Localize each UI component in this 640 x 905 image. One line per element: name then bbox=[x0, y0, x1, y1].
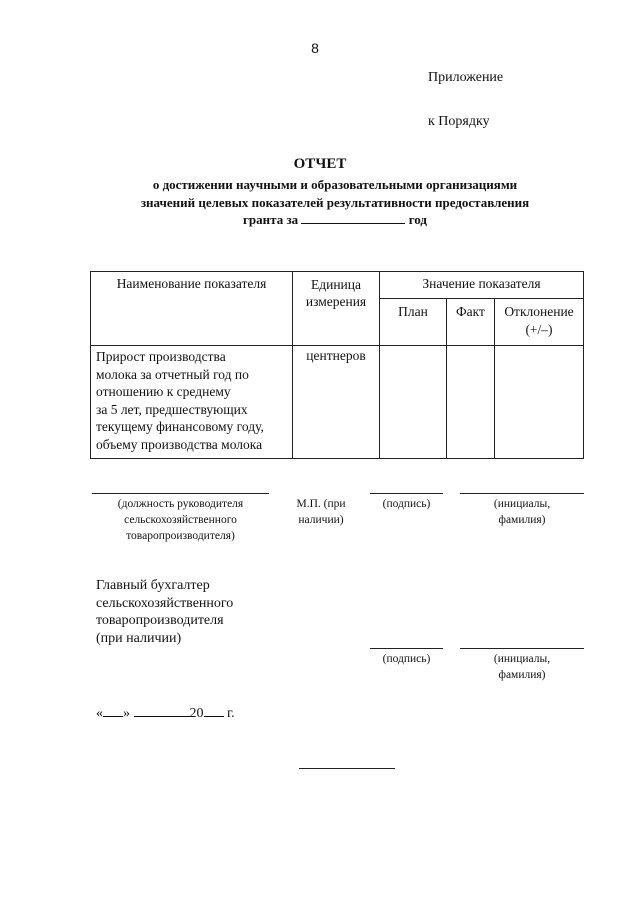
stamp-caption-line-1: М.П. (при bbox=[296, 498, 346, 510]
annex-reference: к Порядку bbox=[428, 114, 490, 129]
row-unit: центнеров bbox=[293, 346, 380, 459]
year-blank-field[interactable] bbox=[301, 211, 405, 224]
chief-line-2: сельскохозяйственного bbox=[96, 595, 234, 611]
date-close-quote: » bbox=[123, 706, 130, 721]
subtitle-line-3 bbox=[90, 211, 580, 229]
header-indicator-value: Значение показателя bbox=[380, 272, 584, 299]
chief-accountant-label bbox=[96, 577, 233, 647]
row-name-line: объему производства молока bbox=[96, 436, 263, 452]
head-initials-caption bbox=[460, 496, 584, 528]
day-blank-field[interactable] bbox=[103, 704, 123, 717]
head-initials-line-1: (инициалы, bbox=[493, 498, 551, 510]
chief-line-4: (при наличии) bbox=[96, 630, 182, 646]
head-caption-line-3: товаропроизводителя) bbox=[126, 530, 235, 542]
header-plan: План bbox=[380, 299, 447, 346]
end-divider bbox=[299, 768, 395, 769]
head-position-line[interactable] bbox=[92, 493, 269, 494]
row-name-line: текущему финансовому году, bbox=[96, 419, 264, 435]
subtitle-line-1: о достижении научными и образовательными организациями bbox=[152, 177, 518, 192]
head-signature-caption: (подпись) bbox=[382, 498, 431, 510]
stamp-caption-line-2: наличии) bbox=[298, 514, 344, 526]
header-deviation-line-2: (+/–) bbox=[525, 322, 553, 337]
chief-initials-line-2: фамилия) bbox=[498, 669, 546, 681]
date-open-quote: « bbox=[96, 706, 103, 721]
row-indicator-name bbox=[91, 346, 293, 459]
row-plan-cell[interactable] bbox=[380, 346, 447, 459]
header-unit-line-1: Единица bbox=[310, 277, 361, 292]
chief-line-1: Главный бухгалтер bbox=[96, 578, 210, 593]
header-unit-line-2: измерения bbox=[305, 294, 367, 309]
row-fact-cell[interactable] bbox=[447, 346, 495, 459]
report-subtitle bbox=[90, 176, 580, 229]
indicator-table bbox=[90, 271, 584, 459]
year-digits-blank-field[interactable] bbox=[204, 704, 224, 717]
header-unit bbox=[293, 272, 380, 346]
head-caption-line-2: сельскохозяйственного bbox=[124, 514, 237, 526]
head-signature-line[interactable] bbox=[370, 493, 443, 494]
subtitle-grant-prefix: гранта за bbox=[243, 212, 299, 227]
report-title: ОТЧЕТ bbox=[293, 156, 347, 172]
row-name-line: за 5 лет, предшествующих bbox=[96, 401, 248, 417]
year-prefix: 20 bbox=[189, 706, 204, 721]
annex-label: Приложение bbox=[428, 70, 504, 85]
head-initials-line-2: фамилия) bbox=[498, 514, 546, 526]
head-initials-line[interactable] bbox=[460, 493, 584, 494]
header-fact: Факт bbox=[447, 299, 495, 346]
chief-signature-caption: (подпись) bbox=[382, 653, 431, 665]
stamp-caption bbox=[286, 496, 356, 528]
head-caption-line-1: (должность руководителя bbox=[117, 498, 244, 510]
head-position-caption bbox=[92, 496, 269, 544]
row-name-line: отношению к среднему bbox=[96, 384, 231, 400]
table-row bbox=[91, 346, 584, 459]
month-blank-field[interactable] bbox=[134, 704, 190, 717]
subtitle-line-2: значений целевых показателей результативности предоставления bbox=[140, 194, 530, 210]
year-suffix: г. bbox=[227, 706, 235, 721]
row-deviation-cell[interactable] bbox=[495, 346, 584, 459]
subtitle-year-suffix: год bbox=[408, 212, 427, 227]
header-deviation-line-1: Отклонение bbox=[504, 304, 574, 319]
chief-initials-line[interactable] bbox=[460, 648, 584, 649]
chief-initials-caption bbox=[460, 651, 584, 683]
header-indicator-name: Наименование показателя bbox=[91, 272, 293, 346]
chief-line-3: товаропроизводителя bbox=[96, 613, 224, 628]
chief-signature-line[interactable] bbox=[370, 648, 443, 649]
page-number: 8 bbox=[311, 40, 319, 56]
header-deviation bbox=[495, 299, 584, 346]
date-line bbox=[96, 704, 235, 722]
row-name-line: Прирост производства bbox=[96, 349, 226, 364]
row-name-line: молока за отчетный год по bbox=[96, 366, 249, 382]
chief-initials-line-1: (инициалы, bbox=[493, 653, 551, 665]
